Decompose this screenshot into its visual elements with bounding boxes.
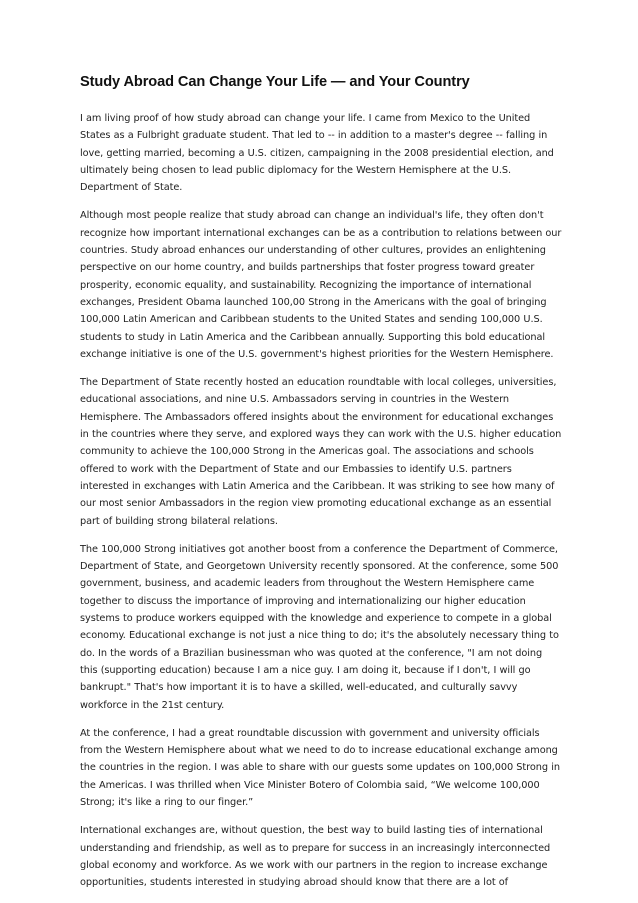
- paragraph-6: International exchanges are, without question, the best way to build lasting ties of international understanding and friendship, as well as to prepare for success in an increasingly interconnected global economy and workforce. As we work with our partners in the region to increase exchange opportunities, students interested in studying abroad should know that there are a lot of: [80, 825, 551, 889]
- paragraph-1: I am living proof of how study abroad can change your life. I came from Mexico to the United States as a Fulbright graduate student. That led to -- in addition to a master's degree -- falling in love, getting married, becoming a U.S. citizen, campaigning in the 2008 presidential election, and ultimately being chosen to lead public diplomacy for the Western Hemisphere at the U.S. Department of State.: [80, 113, 554, 194]
- paragraph-2: Although most people realize that study abroad can change an individual's life, they often don't recognize how important international exchanges can be as a contribution to relations between our countries. Study abroad enhances our understanding of other cultures, provides an enlightening perspective on our home country, and builds partnerships that foster progress toward greater prosperity, economic equality, and sustainability. Recognizing the importance of international exchanges, President Obama launched 100,00 Strong in the Americans with the goal of bringing 100,000 Latin American and Caribbean students to the United States and sending 100,000 U.S. students to study in Latin America and the Caribbean annually. Supporting this bold educational exchange initiative is one of the U.S. government's highest priorities for the Western Hemisphere.: [80, 210, 562, 360]
- document-title: Study Abroad Can Change Your Life — and Your Country: [80, 74, 470, 90]
- paragraph-5: At the conference, I had a great roundtable discussion with government and university officials from the Western Hemisphere about what we need to do to increase educational exchange among the countries in the region. I was able to share with our guests some updates on 100,000 Strong in the Americas. I was thrilled when Vice Minister Botero of Colombia said, “We welcome 100,000 Strong; it's like a ring to our finger.”: [80, 727, 560, 808]
- paragraph-3: The Department of State recently hosted an education roundtable with local colleges, universities, educational associations, and nine U.S. Ambassadors serving in countries in the Western Hemisphere. The Ambassadors offered insights about the environment for educational exchanges in the countries where they serve, and explored ways they can work with the U.S. higher education community to achieve the 100,000 Strong in the Americas goal. The associations and schools offered to work with the Department of State and our Embassies to identify U.S. partners interested in exchanges with Latin America and the Caribbean. It was striking to see how many of our most senior Ambassadors in the region view promoting educational exchange as an essential part of building strong bilateral relations.: [80, 377, 562, 527]
- paragraph-4: The 100,000 Strong initiatives got another boost from a conference the Department of Commerce, Department of State, and Georgetown University recently sponsored. At the conference, some 500 government, business, and academic leaders from throughout the Western Hemisphere came together to discuss the importance of improving and internationalizing our higher education systems to produce workers equipped with the knowledge and experience to compete in a global economy. Educational exchange is not just a nice thing to do; it's the absolutely necessary thing to do. In the words of a Brazilian businessman who was quoted at the conference, "I am not doing this (supporting education) because I am a nice guy. I am doing it, because if I don't, I will go bankrupt." That's how important it is to have a skilled, well-educated, and culturally savvy workforce in the 21st century.: [80, 543, 559, 711]
- document-page: [80, 72, 562, 902]
